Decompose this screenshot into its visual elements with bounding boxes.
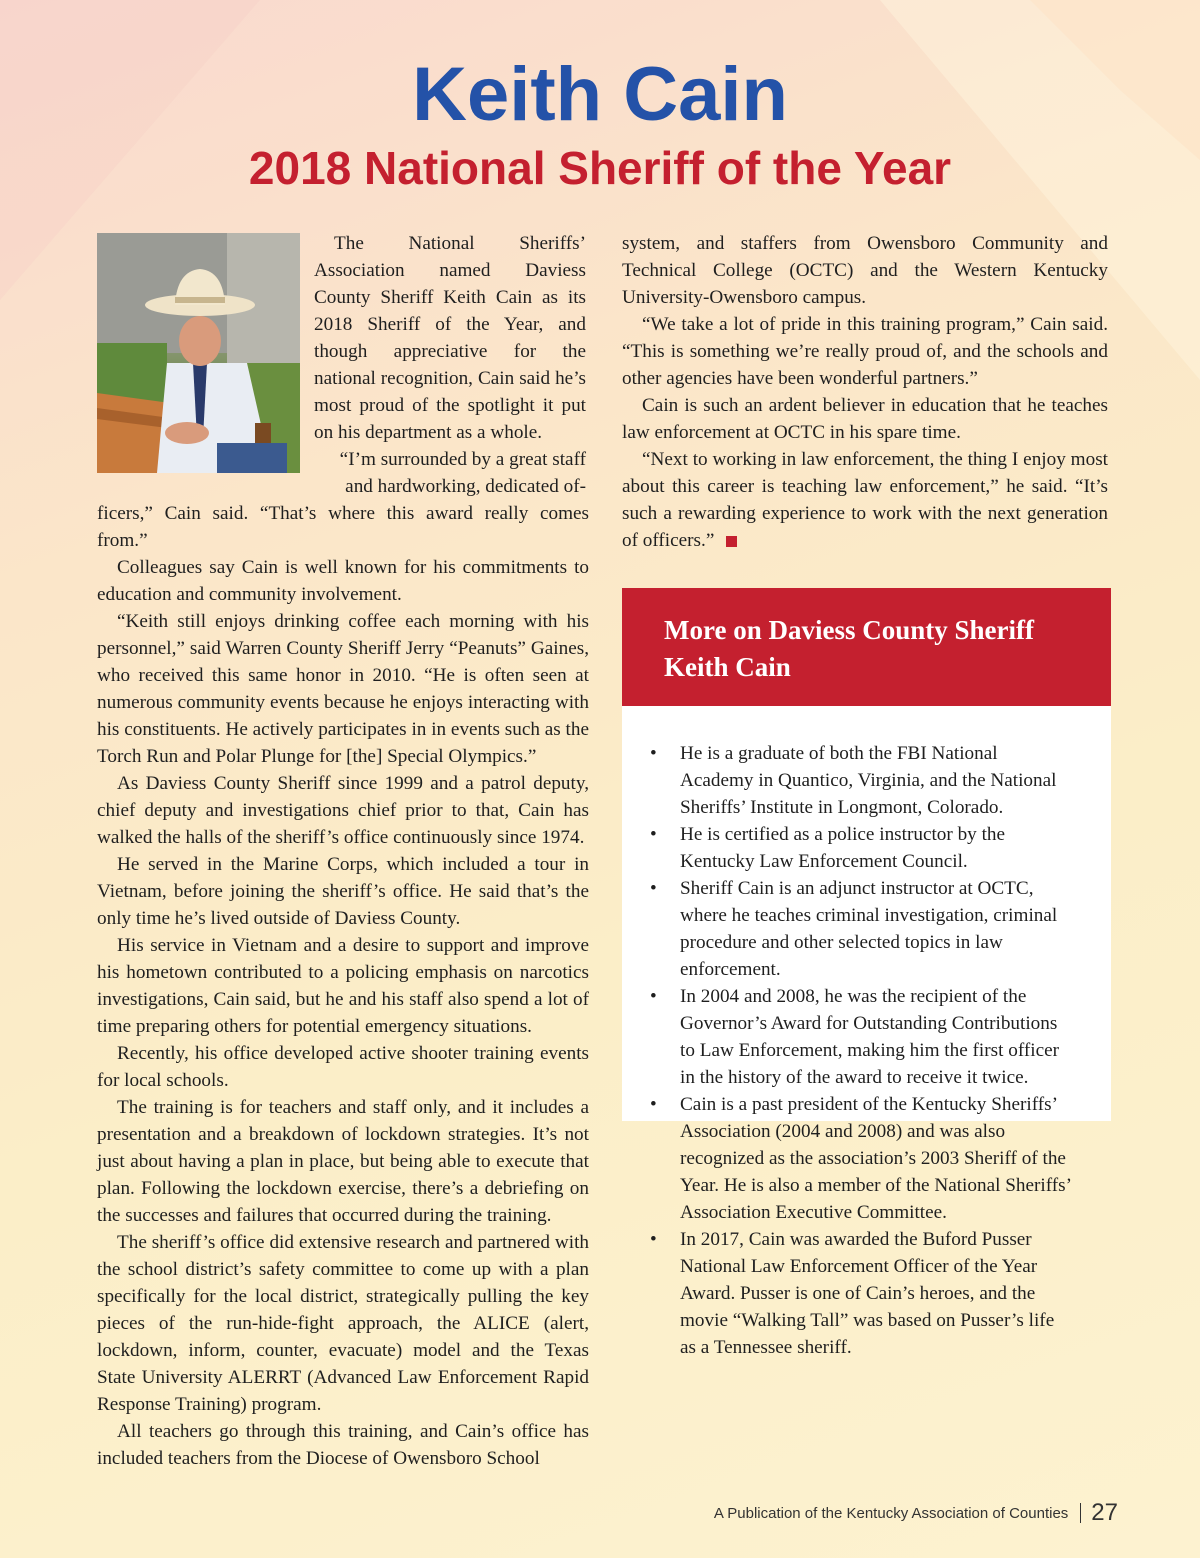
article-paragraph: “We take a lot of pride in this training program,” Cain said. “This is something we’re really proud of, and the schools and other agencies have been wonderful partners.” [622,314,1108,389]
list-item: • In 2017, Cain was awarded the Buford Pusser National Law Enforcement Officer of the Year Award. Pusser is one of Cain’s heroes, and the movie “Walking Tall” was based on Pusser’s life as a Tennessee sheriff. [650,1226,1073,1361]
article-paragraph: “Keith still enjoys drinking coffee each morning with his personnel,” said Warren County Sheriff Jerry “Peanuts” Gaines, who received this same honor in 2010. “He is often seen at numerous community events because he enjoys interacting with his constituents. He actively participates in in events such as the Torch Run and Polar Plunge for [the] Special Olympics.” [97,611,589,767]
article-paragraph: The training is for teachers and staff only, and it includes a presentation and a breakdown of lockdown strategies. It’s not just about having a plan in place, but being able to execute that plan. Following the lockdown exercise, there’s a debriefing on the successes and failures that occurred during the training. [97,1097,589,1226]
article-paragraph: Cain is such an ardent believer in education that he teaches law enforcement at OCTC in his spare time. [622,395,1108,443]
sidebar-body [622,706,1111,1358]
list-item: • Cain is a past president of the Kentucky Sheriffs’ Association (2004 and 2008) and was also recognized as the association’s 2003 Sheriff of the Year. He is also a member of the National Sheriffs’ Association Executive Committee. [650,1091,1073,1226]
article-paragraph: As Daviess County Sheriff since 1999 and a patrol deputy, chief deputy and investigations chief prior to that, Cain has walked the halls of the sheriff’s office continuously since 1974. [97,773,589,848]
article-paragraph: “I’m surrounded by a great staff and hardworking, dedicated of- [339,449,586,497]
article-intro [314,230,586,500]
page-title: Keith Cain [412,52,788,137]
article-paragraph: Recently, his office developed active shooter training events for local schools. [97,1043,589,1091]
article-paragraph: ficers,” Cain said. “That’s where this award really comes from.” [97,503,589,551]
article-paragraph [622,446,1108,554]
list-item: • In 2004 and 2008, he was the recipient of the Governor’s Award for Outstanding Contributions to Law Enforcement, making him the first officer in the history of the award to receive it twice. [650,983,1073,1091]
publication-name: A Publication of the Kentucky Association of Counties [713,1504,1069,1522]
sidebar-header [622,588,1111,706]
article-right-column [622,230,1108,554]
list-item: • He is a graduate of both the FBI National Academy in Quantico, Virginia, and the National Sheriffs’ Institute in Longmont, Colorado. [650,740,1073,821]
article-paragraph: system, and staffers from Owensboro Community and Technical College (OCTC) and the Western Kentucky University-Owensboro campus. [622,233,1108,308]
end-mark-icon [726,536,737,547]
sidebar-title: More on Daviess County Sheriff Keith Cain [664,615,1034,682]
article-closing-text: “Next to working in law enforcement, the thing I enjoy most about this career is teaching law enforcement,” he said. “It’s such a rewarding experience to work with the next generation of officers.” [622,449,1108,551]
sidebar-list [650,740,1073,1361]
page-number: 27 [1091,1499,1118,1526]
footer-divider [1080,1503,1081,1523]
list-item: • He is certified as a police instructor by the Kentucky Law Enforcement Council. [650,821,1073,875]
article-paragraph: All teachers go through this training, and Cain’s office has included teachers from the Diocese of Owensboro School [97,1421,589,1469]
article-paragraph: His service in Vietnam and a desire to support and improve his hometown contributed to a policing emphasis on narcotics investigations, Cain said, but he and his staff also spend a lot of time preparing others for potential emergency situations. [97,935,589,1037]
article-left-column [97,500,589,1472]
article-paragraph: He served in the Marine Corps, which included a tour in Vietnam, before joining the sheriff’s office. He said that’s the only time he’s lived outside of Daviess County. [97,854,589,929]
portrait-photo-icon [97,233,300,473]
article-paragraph: The National Sheriffs’ Association named Daviess County Sheriff Keith Cain as its 2018 Sheriff of the Year, and though appreciative for the national recognition, Cain said he’s most proud of the spotlight it put on his department as a whole. [314,233,586,443]
page-footer [714,1498,1118,1528]
article-paragraph: The sheriff’s office did extensive research and partnered with the school district’s safety committee to come up with a plan specifically for the local district, strategically pulling the key pieces of the run-hide-fight approach, the ALICE (alert, lockdown, inform, counter, evacuate) model and the Texas State University ALERRT (Advanced Law Enforcement Rapid Response Training) program. [97,1232,589,1415]
article-paragraph: Colleagues say Cain is well known for his commitments to education and community involvement. [97,557,589,605]
page-subtitle: 2018 National Sheriff of the Year [248,142,952,194]
list-item: • Sheriff Cain is an adjunct instructor at OCTC, where he teaches criminal investigation, criminal procedure and other selected topics in law enforcement. [650,875,1073,983]
